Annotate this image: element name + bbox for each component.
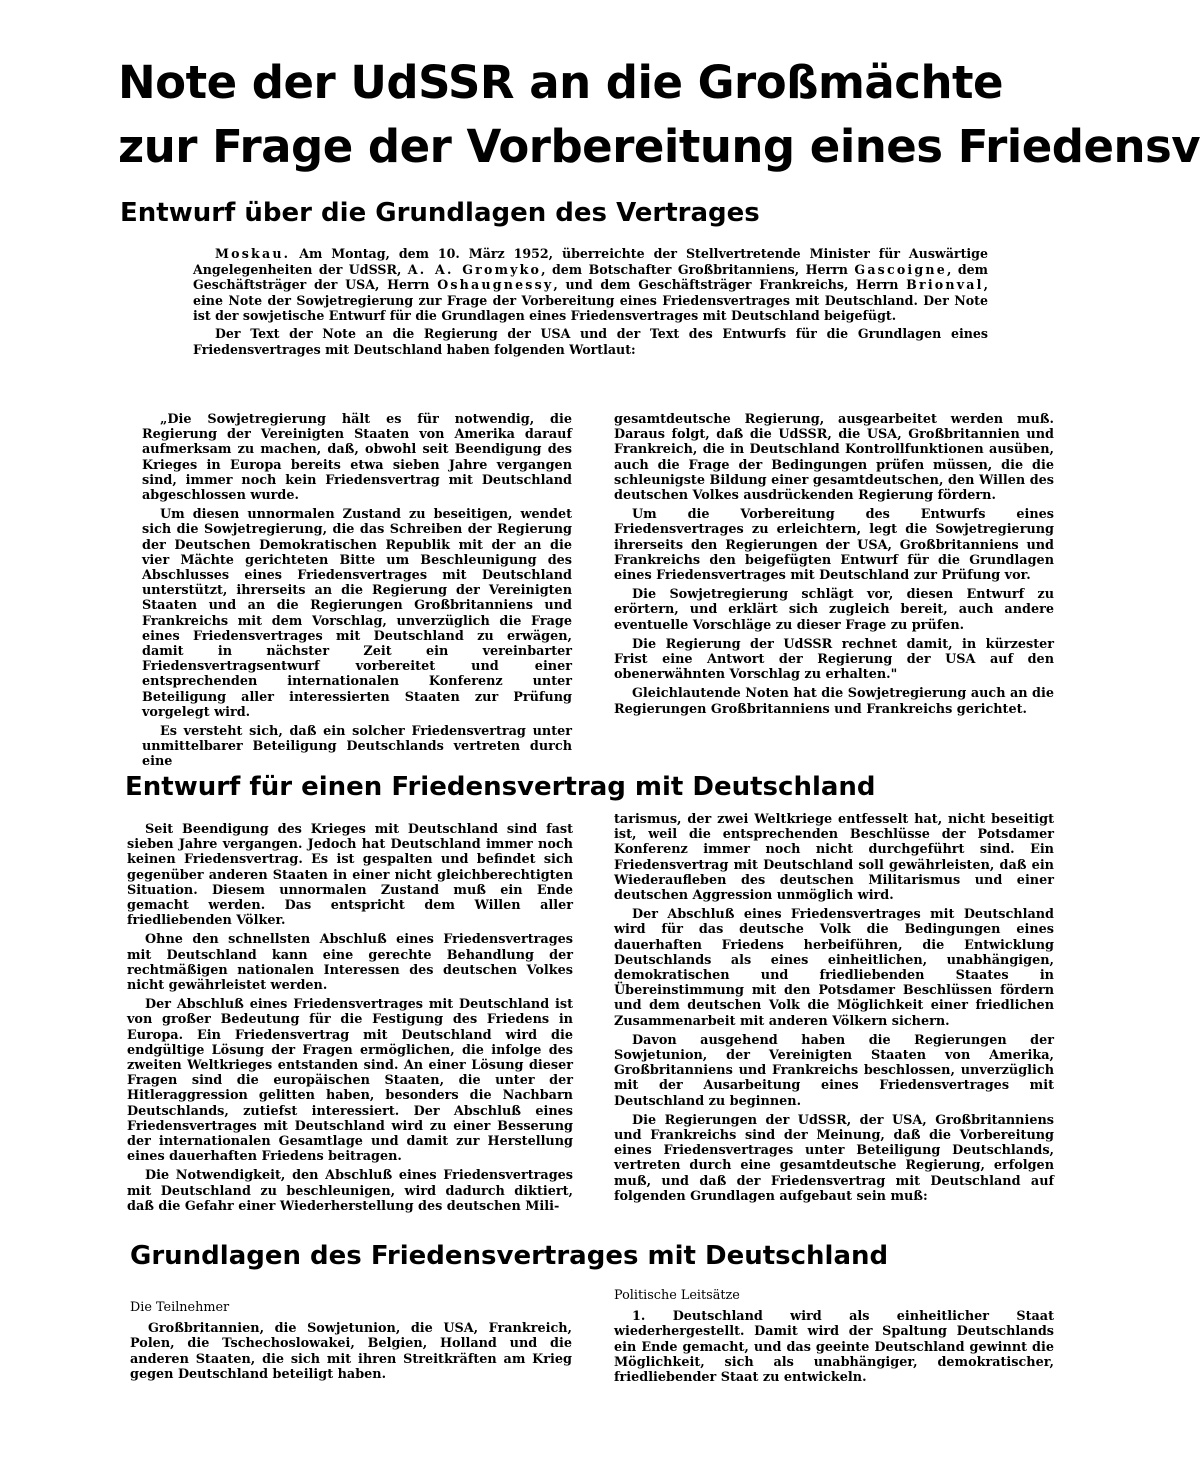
paragraph: Davon ausgehend haben die Regierungen der Sowjetunion, der Vereinigten Staaten von Amerika, Großbritanniens und Frankreichs beschlossen, unverzüglich mit der Ausarbeitung eines Friedensvertrages mit Deutschland zu beginnen. [614, 1032, 1054, 1109]
paragraph: Großbritannien, die Sowjetunion, die USA, Frankreich, Polen, die Tschechoslowakei, Belgien, Holland und die anderen Staaten, die sich mit ihren Streitkräften am Krieg gegen Deutschland beteiligt haben. [130, 1321, 572, 1382]
paragraph: Der Abschluß eines Friedensvertrages mit Deutschland wird für das deutsche Volk die Bedingungen eines dauerhaften Friedens herbeiführen, die Entwicklung Deutschlands als eines einheitlichen, unabhängigen, demokratischen und friedliebenden Staates in Übereinstimmung mit den Potsdamer Beschlüssen fördern und dem deutschen Volk die Möglichkeit einer friedlichen Zusammenarbeit mit anderen Völkern sichern. [614, 907, 1054, 1029]
intro-text: , dem Geschäftsträger der USA, Herrn [193, 261, 988, 293]
paragraph: Gleichlautende Noten hat die Sowjetregierung auch an die Regierungen Großbritanniens und Frankreichs gerichtet. [614, 686, 1054, 717]
section1-right-column [614, 412, 1054, 721]
paragraph: tarismus, der zwei Weltkriege entfesselt hat, nicht beseitigt ist, weil die entsprechenden Beschlüsse der Potsdamer Konferenz immer noch nicht durchgeführt sind. Ein Friedensvertrag mit Deutschland soll gewährleisten, daß ein Wiederaufleben des deutschen Militarismus und einer deutschen Aggression unmöglich wird. [614, 812, 1054, 904]
intro-name: Gascoigne [854, 261, 947, 277]
intro-paragraph-1 [193, 246, 988, 324]
section3-title: Grundlagen des Friedensvertrages mit Deutschland [130, 1241, 889, 1271]
section-label: Politische Leitsätze [614, 1288, 740, 1303]
section-label: Die Teilnehmer [130, 1300, 230, 1315]
section3-left-column [130, 1300, 572, 1386]
intro-city: Moskau. [215, 246, 291, 261]
intro-paragraph-2: Der Text der Note an die Regierung der USA und der Text des Entwurfs für die Grundlagen eines Friedensvertrages mit Deutschland haben folgenden Wortlaut: [193, 325, 988, 357]
intro-name: Brionval [906, 277, 984, 293]
section1-title: Entwurf über die Grundlagen des Vertrages [120, 198, 760, 228]
headline-line-2: zur Frage der Vorbereitung eines Friedensv [118, 120, 1200, 173]
intro-text: , dem Botschafter Großbritanniens, Herrn [541, 261, 855, 277]
intro-text: Am Montag, dem 10. März 1952, überreichte der Stellvertretende Minister für Auswärtige Angelegenheiten der UdSSR, [193, 246, 988, 277]
paragraph: Um diesen unnormalen Zustand zu beseitigen, wendet sich die Sowjetregierung, die das Schreiben der Regierung der Deutschen Demokratischen Republik mit der an die vier Mächte gerichteten Bitte um Beschleunigung des Abschlusses eines Friedensvertrages mit Deutschland unterstützt, ihrerseits an die Regierung der Vereinigten Staaten und an die Regierungen Großbritanniens und Frankreichs mit dem Vorschlag, unverzüglich die Frage eines Friedensvertrages mit Deutschland zu erwägen, damit in nächster Zeit ein vereinbarter Friedensvertragsentwurf vorbereitet und einer entsprechenden internationalen Konferenz unter Beteiligung aller interessierten Staaten zur Prüfung vorgelegt wird. [142, 507, 572, 720]
section2-right-column [614, 812, 1054, 1208]
section3-right-column [614, 1288, 1054, 1389]
section2-title: Entwurf für einen Friedensvertrag mit Deutschland [125, 772, 876, 802]
headline-line-1: Note der UdSSR an die Großmächte [118, 56, 1004, 109]
intro-name: Oshaugnessy [437, 277, 554, 293]
paragraph: Um die Vorbereitung des Entwurfs eines Friedensvertrages zu erleichtern, legt die Sowjetregierung ihrerseits den Regierungen der USA, Großbritanniens und Frankreichs den beigefügten Entwurf für die Grundlagen eines Friedensvertrages mit Deutschland zur Prüfung vor. [614, 507, 1054, 584]
paragraph: „Die Sowjetregierung hält es für notwendig, die Regierung der Vereinigten Staaten von Amerika darauf aufmerksam zu machen, daß, obwohl seit Beendigung des Krieges in Europa bereits etwa sieben Jahre vergangen sind, immer noch kein Friedensvertrag mit Deutschland abgeschlossen wurde. [142, 412, 572, 504]
paragraph: Die Notwendigkeit, den Abschluß eines Friedensvertrages mit Deutschland zu beschleunigen, wird dadurch diktiert, daß die Gefahr einer Wiederherstellung des deutschen Mili- [127, 1168, 573, 1214]
intro-text: , und dem Geschäftsträger Frankreichs, Herrn [553, 277, 907, 293]
paragraph: Die Regierungen der UdSSR, der USA, Großbritanniens und Frankreichs sind der Meinung, daß die Vorbereitung eines Friedensvertrages unter Beteiligung Deutschlands, vertreten durch eine gesamtdeutsche Regierung, erfolgen muß, und daß der Friedensvertrag mit Deutschland auf folgenden Grundlagen aufgebaut sein muß: [614, 1112, 1054, 1204]
paragraph: 1. Deutschland wird als einheitlicher Staat wiederhergestellt. Damit wird der Spaltung Deutschlands ein Ende gemacht, und das geeinte Deutschland gewinnt die Möglichkeit, sich als unabhängiger, demokratischer, friedliebender Staat zu entwickeln. [614, 1309, 1054, 1386]
paragraph: gesamtdeutsche Regierung, ausgearbeitet werden muß. Daraus folgt, daß die UdSSR, die USA, Großbritannien und Frankreich, die in Deutschland Kontrollfunktionen ausüben, auch die Frage der Bedingungen prüfen müssen, die die schleunigste Bildung einer gesamtdeutschen, den Willen des deutschen Volkes ausdrückenden Regierung fördern. [614, 412, 1054, 504]
paragraph: Es versteht sich, daß ein solcher Friedensvertrag unter unmittelbarer Beteiligung Deutschlands vertreten durch eine [142, 724, 572, 770]
intro-name: A. A. Gromyko [407, 261, 542, 277]
paragraph: Ohne den schnellsten Abschluß eines Friedensvertrages mit Deutschland kann eine gerechte Behandlung der rechtmäßigen nationalen Interessen des deutschen Volkes nicht gewährleistet werden. [127, 932, 573, 994]
paragraph: Die Regierung der UdSSR rechnet damit, in kürzester Frist eine Antwort der Regierung der USA auf den obenerwähnten Vorschlag zu erhalten." [614, 636, 1054, 683]
section2-left-column [127, 822, 573, 1218]
paragraph: Die Sowjetregierung schlägt vor, diesen Entwurf zu erörtern, und erklärt sich zugleich bereit, auch andere eventuelle Vorschläge zu dieser Frage zu prüfen. [614, 587, 1054, 633]
intro-text: , eine Note der Sowjetregierung zur Frage der Vorbereitung eines Friedensvertrages mit Deutschland. Der Note ist der sowjetische Entwurf für die Grundlagen eines Friedensvertrages mit Deutschland beigefügt. [193, 277, 989, 324]
paragraph: Der Abschluß eines Friedensvertrages mit Deutschland ist von großer Bedeutung für die Festigung des Friedens in Europa. Ein Friedensvertrag mit Deutschland wird die endgültige Lösung der Fragen ermöglichen, die infolge des zweiten Weltkrieges entstanden sind. An einer Lösung dieser Fragen sind die europäischen Staaten, die unter der Hitleraggression gelitten haben, besonders die Nachbarn Deutschlands, zutiefst interessiert. Der Abschluß eines Friedensvertrages mit Deutschland wird zu einer Besserung der internationalen Gesamtlage und damit zur Herstellung eines dauerhaften Friedens beitragen. [127, 997, 573, 1165]
section1-intro [193, 246, 988, 359]
section1-left-column [142, 412, 572, 774]
paragraph: Seit Beendigung des Krieges mit Deutschland sind fast sieben Jahre vergangen. Jedoch hat Deutschland immer noch keinen Friedensvertrag. Es ist gespalten und befindet sich gegenüber anderen Staaten in einer nicht gleichberechtigten Situation. Diesem unnormalen Zustand muß ein Ende gemacht werden. Das entspricht dem Willen aller friedliebenden Völker. [127, 822, 573, 929]
